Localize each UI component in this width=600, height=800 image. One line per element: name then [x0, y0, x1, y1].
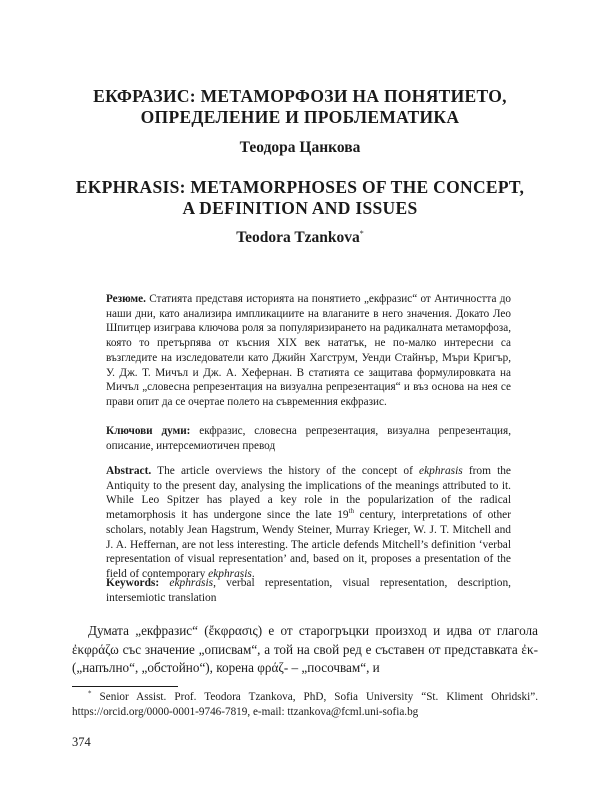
title-english-line-1: EKPHRASIS: METAMORPHOSES OF THE CONCEPT, — [75, 177, 525, 197]
body-paragraph: Думата „екфразис“ (ἔκφρασις) е от старогръцки произход и идва от глагола ἐκφράζω със значение „описвам“, а той на свой ред е съставен от представката ἐκ- („напълно“, „обстойно“), корена φράζ- – „посочвам“, и — [72, 623, 538, 675]
abstract-english-text-1: The article overviews the history of the concept of — [151, 465, 420, 477]
footnote-marker[interactable]: * — [359, 229, 364, 238]
abstract-english-text-4: . — [251, 567, 255, 580]
abstract-bulgarian-label: Резюме. — [106, 293, 146, 305]
author-english — [60, 229, 540, 247]
footnote — [72, 690, 538, 719]
abstract-bulgarian-text: Статията представя историята на понятието „екфразис“ от Античността до наши дни, като анализира импликациите на влаганите в него значения. Докато Лео Шпитцер изиграва ключова роля за популяризирането на радикалната метаморфоза, която то претърпява от късния XIX век нататък, не по-малко интересни са възгледите на изследователи като Джийн Хагструм, Уенди Стайнър, Мъри Кригър, У. Дж. Т. Мичъл и Дж. А. Хефернан. В статията се защитава формулировката на Мичъл „словесна репрезентация на визуална репрезентация“ и въз основа на нея се прави опит да се очертае полето на съвременния екфразис. — [106, 293, 511, 408]
keywords-bulgarian — [106, 424, 511, 453]
keywords-english-text: , verbal representation, visual representation, description, intersemiotic translation — [106, 577, 511, 604]
footnote-divider — [72, 686, 178, 687]
abstract-english-term-2: ekphrasis — [208, 567, 252, 580]
footnote-text: Senior Assist. Prof. Teodora Tzankova, PhD, Sofia University “St. Kliment Ohridski”. https://orcid.org/0000-0001-9746-7819, e-mail: ttzankova@fcml.uni-sofia.bg — [72, 691, 538, 718]
abstract-english — [106, 464, 511, 582]
abstract-english-ordinal: th — [348, 507, 355, 516]
abstract-english-text-3: century, interpretations of other scholars, notably Jean Hagstrum, Wendy Steiner, Murray Krieger, W. J. T. Mitchell and J. A. Heffernan, are not less interesting. The article defends Mitchell’s definition ‘verbal representation of visual representation’ and, based on it, proposes a presentation of the field of contemporary — [106, 509, 511, 580]
title-english-line-2: A DEFINITION AND ISSUES — [182, 198, 418, 218]
title-bulgarian — [60, 86, 540, 128]
title-bulgarian-line-2: ОПРЕДЕЛЕНИЕ И ПРОБЛЕМАТИКА — [140, 107, 460, 127]
keywords-english — [106, 576, 511, 605]
title-english — [60, 177, 540, 219]
keywords-bulgarian-label: Ключови думи: — [106, 425, 191, 437]
author-english-name: Teodora Tzankova — [236, 229, 360, 247]
keywords-bulgarian-text: екфразис, словесна репрезентация, визуална репрезентация, описание, интерсемиотичен превод — [106, 425, 511, 452]
title-bulgarian-line-1: ЕКФРАЗИС: МЕТАМОРФОЗИ НА ПОНЯТИЕТО, — [93, 86, 507, 106]
keywords-english-term: ekphrasis — [169, 577, 214, 589]
keywords-english-label: Keywords: — [106, 577, 160, 589]
abstract-bulgarian — [106, 292, 511, 410]
author-bulgarian: Теодора Цанкова — [239, 139, 361, 156]
page-number: 374 — [72, 735, 91, 749]
abstract-english-term-1: ekphrasis — [419, 465, 463, 477]
footnote-mark: * — [88, 689, 92, 698]
abstract-english-label: Abstract. — [106, 465, 152, 477]
abstract-english-text-2: from the Antiquity to the present day, analysing the implications of the meanings attributed to it. While Leo Spitzer has played a key role in the popularization of the radical metamorphosis it has undergone since the late 19 — [106, 465, 511, 522]
